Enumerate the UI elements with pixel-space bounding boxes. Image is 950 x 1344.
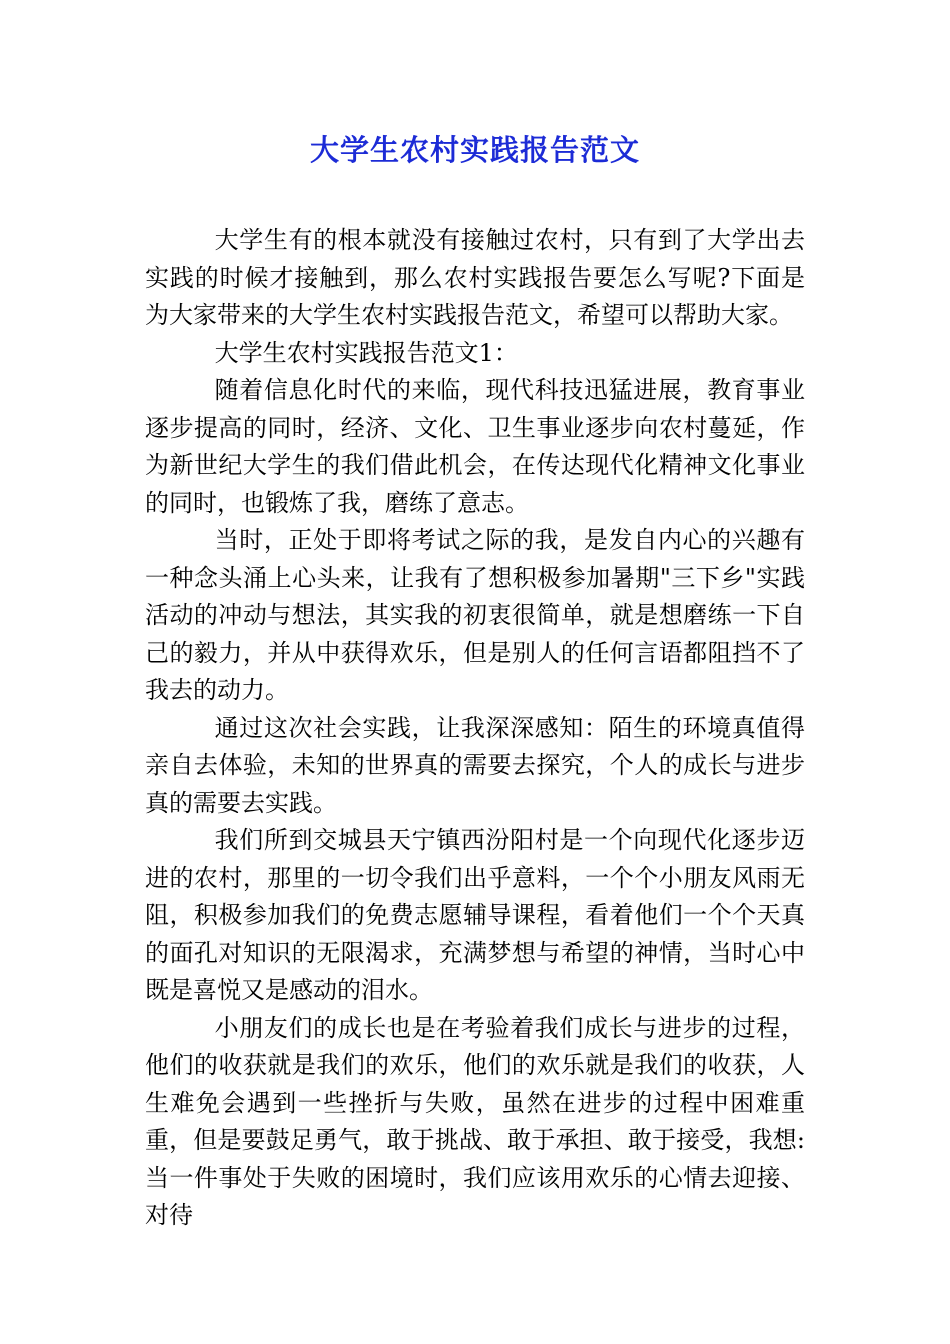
paragraph-motivation: 当时，正处于即将考试之际的我，是发自内心的兴趣有一种念头涌上心头来，让我有了想积极参加暑期"三下乡"实践活动的冲动与想法，其实我的初衷很简单，就是想磨练一下自己的毅力，并从中获得欢乐，但是别人的任何言语都阻挡不了我去的动力。 (145, 526, 805, 704)
document-title: 大学生农村实践报告范文 (309, 133, 640, 167)
paragraph-perception: 通过这次社会实践，让我深深感知：陌生的环境真值得亲自去体验，未知的世界真的需要去探究，个人的成长与进步真的需要去实践。 (145, 713, 805, 817)
paragraph-growth: 小朋友们的成长也是在考验着我们成长与进步的过程，他们的收获就是我们的欢乐，他们的欢乐就是我们的收获，人生难免会遇到一些挫折与失败，虽然在进步的过程中困难重重，但是要鼓足勇气，敢于挑战、敢于承担、敢于接受，我想:当一件事处于失败的困境时，我们应该用欢乐的心情去迎接、对待 (145, 1013, 805, 1229)
paragraph-section-heading: 大学生农村实践报告范文1： (214, 338, 518, 367)
document-body (145, 222, 805, 1235)
paragraph-informatization: 随着信息化时代的来临，现代科技迅猛进展，教育事业逐步提高的同时，经济、文化、卫生事业逐步向农村蔓延，作为新世纪大学生的我们借此机会，在传达现代化精神文化事业的同时，也锻炼了我，磨练了意志。 (145, 376, 805, 517)
paragraph-intro: 大学生有的根本就没有接触过农村，只有到了大学出去实践的时候才接触到，那么农村实践报告要怎么写呢?下面是为大家带来的大学生农村实践报告范文，希望可以帮助大家。 (145, 226, 805, 329)
paragraph-village: 我们所到交城县天宁镇西汾阳村是一个向现代化逐步迈进的农村，那里的一切令我们出乎意料，一个个小朋友风雨无阻，积极参加我们的免费志愿辅导课程，看着他们一个个天真的面孔对知识的无限渴求，充满梦想与希望的神情，当时心中既是喜悦又是感动的泪水。 (145, 826, 805, 1004)
